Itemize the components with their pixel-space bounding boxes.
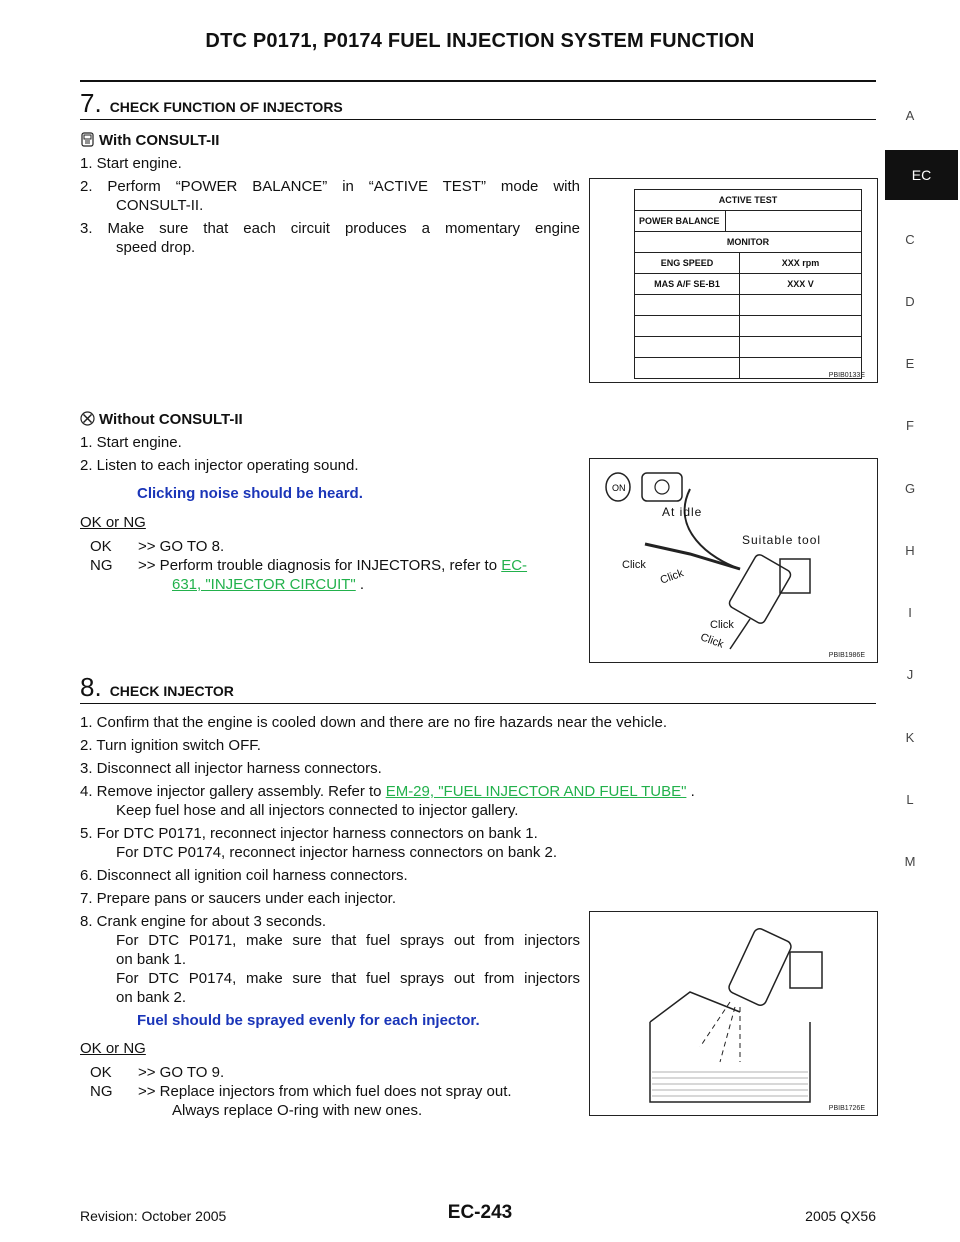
consult-tool-icon	[80, 132, 95, 147]
footer-revision: Revision: October 2005	[80, 1208, 227, 1224]
empty-cell	[740, 337, 862, 358]
fuel-spray-note: Fuel should be sprayed evenly for each injector.	[137, 1012, 480, 1029]
ng-result-7-cont: 631, "INJECTOR CIRCUIT" .	[172, 576, 365, 593]
side-index-ec-active[interactable]: EC	[885, 150, 958, 200]
side-index-h[interactable]: H	[905, 543, 915, 558]
side-index-k[interactable]: K	[905, 730, 915, 745]
step-8-8-cont: on bank 2.	[116, 989, 187, 1006]
page-title: DTC P0171, P0174 FUEL INJECTION SYSTEM FUNCTION	[205, 30, 755, 52]
ok-result-8: >> GO TO 9.	[138, 1064, 225, 1081]
at-idle-label: At idle	[662, 505, 703, 519]
side-index-d[interactable]: D	[905, 294, 915, 309]
ng-code-8: NG	[90, 1083, 113, 1100]
step-8-3: 3. Disconnect all injector harness connectors.	[80, 760, 382, 777]
side-index-e[interactable]: E	[905, 356, 915, 371]
step-8-1: 1. Confirm that the engine is cooled down and there are no fire hazards near the vehicle.	[80, 714, 668, 731]
figure-id: PBIB0133E	[828, 372, 865, 379]
injector-sound-figure	[589, 458, 878, 663]
side-index-g[interactable]: G	[904, 481, 916, 496]
injector-circuit-link[interactable]: 631, "INJECTOR CIRCUIT"	[172, 576, 356, 593]
side-index-i[interactable]: I	[908, 605, 912, 620]
figure-id: PBIB1986E	[828, 652, 865, 659]
ng-result-8-cont: Always replace O-ring with new ones.	[172, 1102, 423, 1119]
svg-text:ON: ON	[612, 483, 626, 493]
empty-cell	[635, 316, 740, 337]
step-8-4: 4. Remove injector gallery assembly. Refer to EM-29, "FUEL INJECTOR AND FUEL TUBE" .	[80, 783, 695, 800]
monitor-item-value: XXX rpm	[740, 253, 862, 274]
active-test-title: ACTIVE TEST	[635, 190, 862, 211]
click-label: Click	[622, 559, 646, 571]
active-test-table	[634, 189, 862, 379]
em-29-link[interactable]: EM-29, "FUEL INJECTOR AND FUEL TUBE"	[385, 783, 687, 800]
ng-result-8: >> Replace injectors from which fuel does not spray out.	[138, 1083, 512, 1100]
active-test-mode: POWER BALANCE	[635, 211, 862, 232]
step-7-3: 3. Make sure that each circuit produces a momentary engine	[80, 220, 580, 237]
footer-page-number: EC-243	[447, 1202, 513, 1223]
step-7-2-cont: CONSULT-II.	[116, 197, 204, 214]
suitable-tool-label: Suitable tool	[742, 533, 822, 547]
clicking-noise-note: Clicking noise should be heard.	[137, 485, 363, 502]
empty-cell	[740, 316, 862, 337]
step-8-6: 6. Disconnect all ignition coil harness connectors.	[80, 867, 408, 884]
section-8-number: 8.	[80, 672, 102, 702]
side-index-m[interactable]: M	[904, 854, 916, 869]
title-rule	[80, 80, 876, 82]
side-index-c[interactable]: C	[905, 232, 915, 247]
monitor-item-value: XXX V	[740, 274, 862, 295]
ok-code-7: OK	[90, 538, 112, 555]
footer-model: 2005 QX56	[805, 1208, 876, 1224]
section-7-rule	[80, 119, 876, 120]
section-7-title: CHECK FUNCTION OF INJECTORS	[109, 99, 343, 115]
step-8-5: 5. For DTC P0171, reconnect injector harness connectors on bank 1.	[80, 825, 538, 842]
ok-ng-label-8: OK or NG	[80, 1040, 146, 1057]
side-index-a[interactable]: A	[905, 108, 915, 123]
side-index-l[interactable]: L	[906, 792, 914, 807]
step-8-4-cont: Keep fuel hose and all injectors connected to injector gallery.	[116, 802, 519, 819]
monitor-item-name: MAS A/F SE-B1	[635, 274, 740, 295]
side-index-j[interactable]: J	[906, 667, 914, 682]
empty-cell	[740, 295, 862, 316]
monitor-item-name: ENG SPEED	[635, 253, 740, 274]
with-consult-heading: With CONSULT-II	[80, 131, 219, 150]
step-8-7: 7. Prepare pans or saucers under each injector.	[80, 890, 397, 907]
ok-ng-label-7: OK or NG	[80, 514, 146, 531]
step-8-2: 2. Turn ignition switch OFF.	[80, 737, 261, 754]
without-consult-heading: Without CONSULT-II	[80, 410, 243, 429]
figure-id: PBIB1726E	[828, 1105, 865, 1112]
step-7-1: 1. Start engine.	[80, 155, 182, 172]
section-8-title: CHECK INJECTOR	[109, 683, 234, 699]
section-8-rule	[80, 703, 876, 704]
section-7-number: 7.	[80, 88, 102, 118]
ok-result-7: >> GO TO 8.	[138, 538, 225, 555]
step-8-8-cont: on bank 1.	[116, 951, 187, 968]
step-7b-2: 2. Listen to each injector operating sound.	[80, 457, 359, 474]
step-7-2: 2. Perform “POWER BALANCE” in “ACTIVE TEST” mode with	[80, 178, 580, 195]
step-8-8-cont: For DTC P0174, make sure that fuel sprays out from injectors	[116, 970, 580, 987]
ok-code-8: OK	[90, 1064, 112, 1081]
empty-cell	[635, 358, 740, 379]
click-label: Click	[658, 567, 686, 587]
active-test-monitor: MONITOR	[635, 232, 862, 253]
click-label: Click	[710, 619, 734, 631]
empty-cell	[635, 337, 740, 358]
fuel-spray-figure	[589, 911, 878, 1116]
ng-result-7: >> Perform trouble diagnosis for INJECTORS, refer to EC-	[138, 557, 528, 574]
section-8-heading	[80, 672, 876, 703]
click-label: Click	[698, 631, 726, 651]
section-7-heading	[80, 88, 876, 119]
empty-cell	[635, 295, 740, 316]
side-index-f[interactable]: F	[906, 418, 914, 433]
no-consult-icon	[80, 411, 95, 426]
step-7-3-cont: speed drop.	[116, 239, 196, 256]
ec-631-link[interactable]: EC-	[501, 557, 528, 574]
fuel-spray-illustration	[590, 912, 877, 1115]
step-8-8-cont: For DTC P0171, make sure that fuel sprays out from injectors	[116, 932, 580, 949]
step-8-5-cont: For DTC P0174, reconnect injector harness connectors on bank 2.	[116, 844, 558, 861]
ng-code-7: NG	[90, 557, 113, 574]
active-test-figure	[589, 178, 878, 383]
step-7b-1: 1. Start engine.	[80, 434, 182, 451]
step-8-8: 8. Crank engine for about 3 seconds.	[80, 913, 326, 930]
